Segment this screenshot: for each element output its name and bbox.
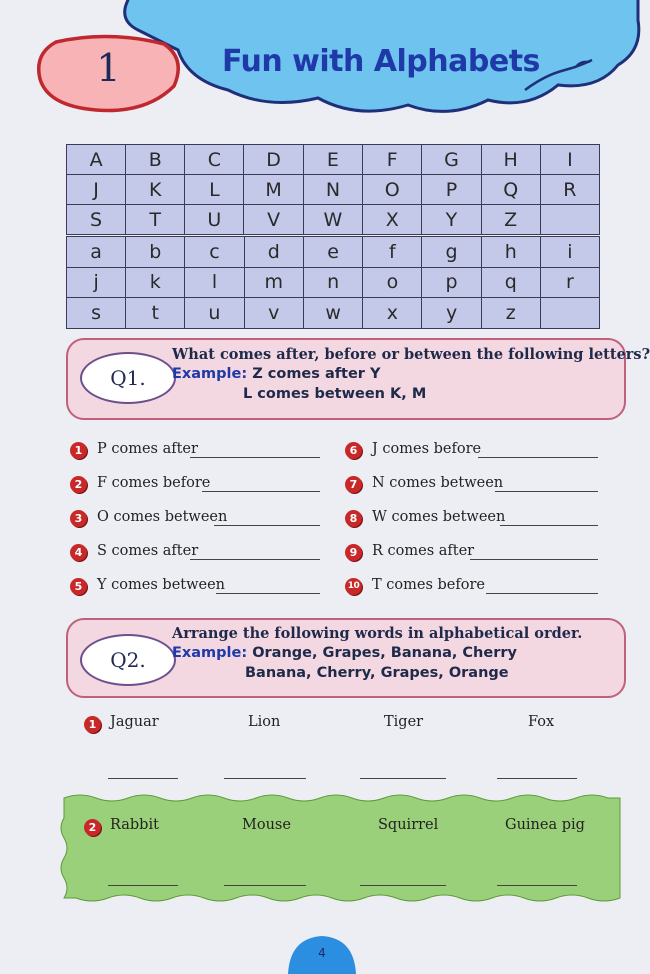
uppercase-cell: J bbox=[67, 175, 126, 205]
question-number-badge: 1 bbox=[84, 716, 101, 733]
uppercase-cell: Q bbox=[481, 175, 540, 205]
answer-blank[interactable] bbox=[470, 559, 598, 560]
lowercase-cell: s bbox=[67, 298, 126, 329]
question-number-badge: 3 bbox=[70, 510, 87, 527]
answer-blank[interactable] bbox=[360, 778, 446, 779]
uppercase-row bbox=[67, 175, 600, 205]
lowercase-cell: t bbox=[126, 298, 185, 329]
question-text: T comes before bbox=[372, 577, 485, 593]
answer-blank[interactable] bbox=[478, 457, 598, 458]
answer-blank[interactable] bbox=[108, 885, 178, 886]
question-text: S comes after bbox=[97, 543, 199, 559]
lowercase-cell: m bbox=[244, 267, 303, 298]
question-number-badge: 1 bbox=[70, 442, 87, 459]
uppercase-cell: A bbox=[67, 145, 126, 175]
question-text: O comes between bbox=[97, 509, 228, 525]
uppercase-cell: K bbox=[126, 175, 185, 205]
lowercase-cell: k bbox=[126, 267, 185, 298]
uppercase-cell: U bbox=[185, 205, 244, 235]
answer-blank[interactable] bbox=[497, 885, 577, 886]
q2-example-line-2: Banana, Cherry, Grapes, Orange bbox=[245, 665, 509, 681]
lowercase-cell: g bbox=[422, 237, 481, 268]
question-number-badge: 10 bbox=[345, 578, 362, 595]
q2-example-label: Example: bbox=[172, 645, 248, 661]
lowercase-cell: a bbox=[67, 237, 126, 268]
uppercase-cell: B bbox=[126, 145, 185, 175]
lowercase-cell: b bbox=[126, 237, 185, 268]
uppercase-cell: I bbox=[540, 145, 599, 175]
lowercase-row bbox=[67, 237, 600, 268]
answer-blank[interactable] bbox=[202, 491, 320, 492]
uppercase-cell: C bbox=[185, 145, 244, 175]
uppercase-cell: H bbox=[481, 145, 540, 175]
answer-blank[interactable] bbox=[224, 885, 306, 886]
q1-example-line-1: Z comes after Y bbox=[252, 366, 381, 382]
question-number-badge: 5 bbox=[70, 578, 87, 595]
q2-example bbox=[172, 645, 517, 661]
word-to-sort: Fox bbox=[528, 714, 555, 730]
question-text: P comes after bbox=[97, 441, 198, 457]
lowercase-cell: i bbox=[540, 237, 599, 268]
lowercase-cell: d bbox=[244, 237, 303, 268]
q1-example bbox=[172, 366, 381, 382]
lowercase-row bbox=[67, 298, 600, 329]
question-number-badge: 6 bbox=[345, 442, 362, 459]
page-title: Fun with Alphabets bbox=[222, 44, 540, 79]
question-text: F comes before bbox=[97, 475, 211, 491]
lowercase-cell: q bbox=[481, 267, 540, 298]
lowercase-alphabet-table bbox=[66, 236, 600, 329]
q1-badge: Q1. bbox=[80, 352, 176, 404]
lowercase-cell: j bbox=[67, 267, 126, 298]
lowercase-cell: u bbox=[185, 298, 244, 329]
word-to-sort: Mouse bbox=[242, 817, 291, 833]
green-highlight-band bbox=[60, 792, 620, 904]
word-to-sort: Guinea pig bbox=[505, 817, 585, 833]
lowercase-cell: h bbox=[481, 237, 540, 268]
question-number-badge: 2 bbox=[84, 819, 101, 836]
answer-blank[interactable] bbox=[500, 525, 598, 526]
word-to-sort: Squirrel bbox=[378, 817, 439, 833]
q1-example-label: Example: bbox=[172, 366, 248, 382]
question-text: J comes before bbox=[372, 441, 482, 457]
lowercase-cell bbox=[540, 298, 599, 329]
lowercase-cell: p bbox=[422, 267, 481, 298]
lowercase-cell: c bbox=[185, 237, 244, 268]
question-text: R comes after bbox=[372, 543, 475, 559]
question-text: Y comes between bbox=[97, 577, 226, 593]
question-number-badge: 4 bbox=[70, 544, 87, 561]
uppercase-cell: W bbox=[303, 205, 362, 235]
uppercase-cell: N bbox=[303, 175, 362, 205]
lowercase-cell: y bbox=[422, 298, 481, 329]
uppercase-cell: S bbox=[67, 205, 126, 235]
word-to-sort: Jaguar bbox=[110, 714, 159, 730]
lowercase-row bbox=[67, 267, 600, 298]
uppercase-cell: P bbox=[422, 175, 481, 205]
uppercase-cell: O bbox=[363, 175, 422, 205]
uppercase-cell: Y bbox=[422, 205, 481, 235]
question-number-badge: 2 bbox=[70, 476, 87, 493]
uppercase-cell: T bbox=[126, 205, 185, 235]
lowercase-cell: x bbox=[363, 298, 422, 329]
question-number-badge: 7 bbox=[345, 476, 362, 493]
lowercase-cell: v bbox=[244, 298, 303, 329]
answer-blank[interactable] bbox=[224, 778, 306, 779]
answer-blank[interactable] bbox=[486, 593, 598, 594]
uppercase-cell: E bbox=[303, 145, 362, 175]
uppercase-cell: Z bbox=[481, 205, 540, 235]
uppercase-row bbox=[67, 205, 600, 235]
lowercase-cell: f bbox=[363, 237, 422, 268]
lowercase-cell: e bbox=[303, 237, 362, 268]
uppercase-cell: V bbox=[244, 205, 303, 235]
answer-blank[interactable] bbox=[214, 525, 320, 526]
uppercase-cell: L bbox=[185, 175, 244, 205]
lowercase-cell: w bbox=[303, 298, 362, 329]
lowercase-cell: n bbox=[303, 267, 362, 298]
question-text: N comes between bbox=[372, 475, 504, 491]
answer-blank[interactable] bbox=[190, 457, 320, 458]
uppercase-cell: X bbox=[363, 205, 422, 235]
q2-instruction: Arrange the following words in alphabetical order. bbox=[172, 625, 583, 642]
lowercase-cell: o bbox=[363, 267, 422, 298]
answer-blank[interactable] bbox=[360, 885, 446, 886]
page-number: 4 bbox=[318, 946, 326, 960]
uppercase-cell: R bbox=[540, 175, 599, 205]
q1-instruction: What comes after, before or between the following letters? bbox=[172, 346, 650, 363]
uppercase-cell: D bbox=[244, 145, 303, 175]
chapter-number: 1 bbox=[96, 46, 121, 90]
uppercase-alphabet-table bbox=[66, 144, 600, 235]
lowercase-cell: l bbox=[185, 267, 244, 298]
answer-blank[interactable] bbox=[495, 491, 598, 492]
word-to-sort: Tiger bbox=[384, 714, 424, 730]
uppercase-row bbox=[67, 145, 600, 175]
lowercase-cell: z bbox=[481, 298, 540, 329]
question-number-badge: 8 bbox=[345, 510, 362, 527]
uppercase-cell bbox=[540, 205, 599, 235]
answer-blank[interactable] bbox=[190, 559, 320, 560]
q1-example-line-2: L comes between K, M bbox=[243, 386, 427, 402]
answer-blank[interactable] bbox=[108, 778, 178, 779]
word-to-sort: Lion bbox=[248, 714, 281, 730]
lowercase-cell: r bbox=[540, 267, 599, 298]
question-text: W comes between bbox=[372, 509, 506, 525]
q2-example-line-1: Orange, Grapes, Banana, Cherry bbox=[252, 645, 517, 661]
q2-badge: Q2. bbox=[80, 634, 176, 686]
uppercase-cell: G bbox=[422, 145, 481, 175]
uppercase-cell: M bbox=[244, 175, 303, 205]
answer-blank[interactable] bbox=[216, 593, 320, 594]
answer-blank[interactable] bbox=[497, 778, 577, 779]
word-to-sort: Rabbit bbox=[110, 817, 159, 833]
question-number-badge: 9 bbox=[345, 544, 362, 561]
uppercase-cell: F bbox=[363, 145, 422, 175]
